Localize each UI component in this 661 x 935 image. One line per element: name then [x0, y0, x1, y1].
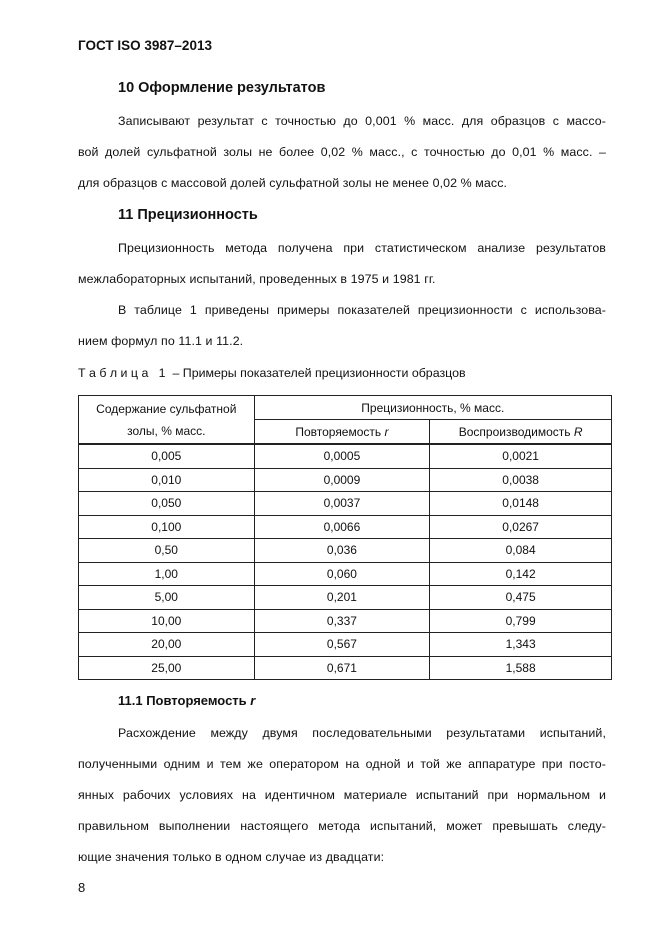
- subsection-11-1-title: 11.1 Повторяемость r: [118, 693, 256, 708]
- table-row: [79, 633, 612, 657]
- col-header-repeatability: [254, 420, 430, 445]
- page-number: 8: [78, 880, 86, 895]
- col-header-ash-content-line-1: Содержание сульфатной: [96, 401, 237, 416]
- section-10-line-1: Записывают результат с точностью до 0,001 % масс. для образцов с массо-: [118, 114, 606, 128]
- section-11-para2-line-1: В таблице 1 приведены примеры показателей прецизионности с использова-: [118, 303, 606, 317]
- cell-reproducibility: 0,0267: [430, 515, 612, 539]
- col-header-reproducibility: [430, 420, 612, 445]
- cell-repeatability: 0,671: [254, 656, 430, 680]
- precision-table: [78, 395, 612, 680]
- cell-reproducibility: 0,0148: [430, 492, 612, 516]
- cell-ash-content: 0,050: [79, 492, 255, 516]
- section-11-title: 11 Прецизионность: [118, 207, 258, 223]
- cell-reproducibility: 0,0021: [430, 444, 612, 468]
- cell-ash-content: 1,00: [79, 562, 255, 586]
- cell-repeatability: 0,0066: [254, 515, 430, 539]
- subsection-11-1-line-1: Расхождение между двумя последовательными результатами испытаний,: [118, 726, 606, 740]
- col-header-ash-content: [79, 396, 255, 445]
- cell-repeatability: 0,0037: [254, 492, 430, 516]
- cell-ash-content: 10,00: [79, 609, 255, 633]
- table-body: [79, 444, 612, 680]
- table-header-row-1: [79, 396, 612, 420]
- cell-ash-content: 0,100: [79, 515, 255, 539]
- section-10-title: 10 Оформление результатов: [118, 80, 326, 96]
- table-row: [79, 562, 612, 586]
- table-caption: Т а б л и ц а 1 – Примеры показателей прецизионности образцов: [78, 366, 466, 380]
- group-header-precision: Прецизионность, % масс.: [254, 396, 611, 420]
- cell-reproducibility: 0,799: [430, 609, 612, 633]
- cell-repeatability: 0,060: [254, 562, 430, 586]
- col-header-reproducibility-text: Воспроизводимость R: [458, 424, 583, 439]
- subsection-11-1-line-5: ющие значения только в одном случае из двадцати:: [78, 850, 385, 864]
- cell-reproducibility: 0,142: [430, 562, 612, 586]
- cell-repeatability: 0,337: [254, 609, 430, 633]
- cell-reproducibility: 1,588: [430, 656, 612, 680]
- subsection-11-1-line-3: янных рабочих условиях на идентичном материале испытаний при нормальном и: [78, 788, 606, 802]
- section-11-para1-line-2: межлабораторных испытаний, проведенных в 1975 и 1981 гг.: [78, 272, 436, 286]
- table-row: [79, 444, 612, 468]
- table-row: [79, 515, 612, 539]
- cell-reproducibility: 0,475: [430, 586, 612, 610]
- table-row: [79, 586, 612, 610]
- cell-repeatability: 0,0009: [254, 468, 430, 492]
- subsection-11-1-line-2: полученными одним и тем же оператором на одной и той же аппаратуре при посто-: [78, 757, 606, 771]
- col-header-repeatability-text: Повторяемость r: [295, 424, 389, 439]
- cell-ash-content: 25,00: [79, 656, 255, 680]
- subsection-11-1-line-4: правильном выполнении настоящего метода испытаний, может превышать следу-: [78, 819, 606, 833]
- cell-reproducibility: 0,084: [430, 539, 612, 563]
- table-row: [79, 609, 612, 633]
- section-11-para2-line-2: нием формул по 11.1 и 11.2.: [78, 334, 244, 348]
- document-header: ГОСТ ISO 3987–2013: [78, 38, 212, 53]
- table-row: [79, 468, 612, 492]
- col-header-ash-content-line-2: золы, % масс.: [127, 423, 206, 438]
- cell-reproducibility: 0,0038: [430, 468, 612, 492]
- table-row: [79, 539, 612, 563]
- cell-reproducibility: 1,343: [430, 633, 612, 657]
- cell-repeatability: 0,036: [254, 539, 430, 563]
- section-10-line-3: для образцов с массовой долей сульфатной золы не менее 0,02 % масс.: [78, 176, 508, 190]
- section-11-para1-line-1: Прецизионность метода получена при статистическом анализе результатов: [118, 241, 606, 255]
- cell-repeatability: 0,201: [254, 586, 430, 610]
- cell-ash-content: 5,00: [79, 586, 255, 610]
- section-10-line-2: вой долей сульфатной золы не более 0,02 % масс., с точностью до 0,01 % масс. –: [78, 145, 606, 159]
- table-row: [79, 492, 612, 516]
- cell-ash-content: 0,005: [79, 444, 255, 468]
- table-row: [79, 656, 612, 680]
- cell-ash-content: 0,010: [79, 468, 255, 492]
- cell-repeatability: 0,567: [254, 633, 430, 657]
- cell-repeatability: 0,0005: [254, 444, 430, 468]
- cell-ash-content: 0,50: [79, 539, 255, 563]
- cell-ash-content: 20,00: [79, 633, 255, 657]
